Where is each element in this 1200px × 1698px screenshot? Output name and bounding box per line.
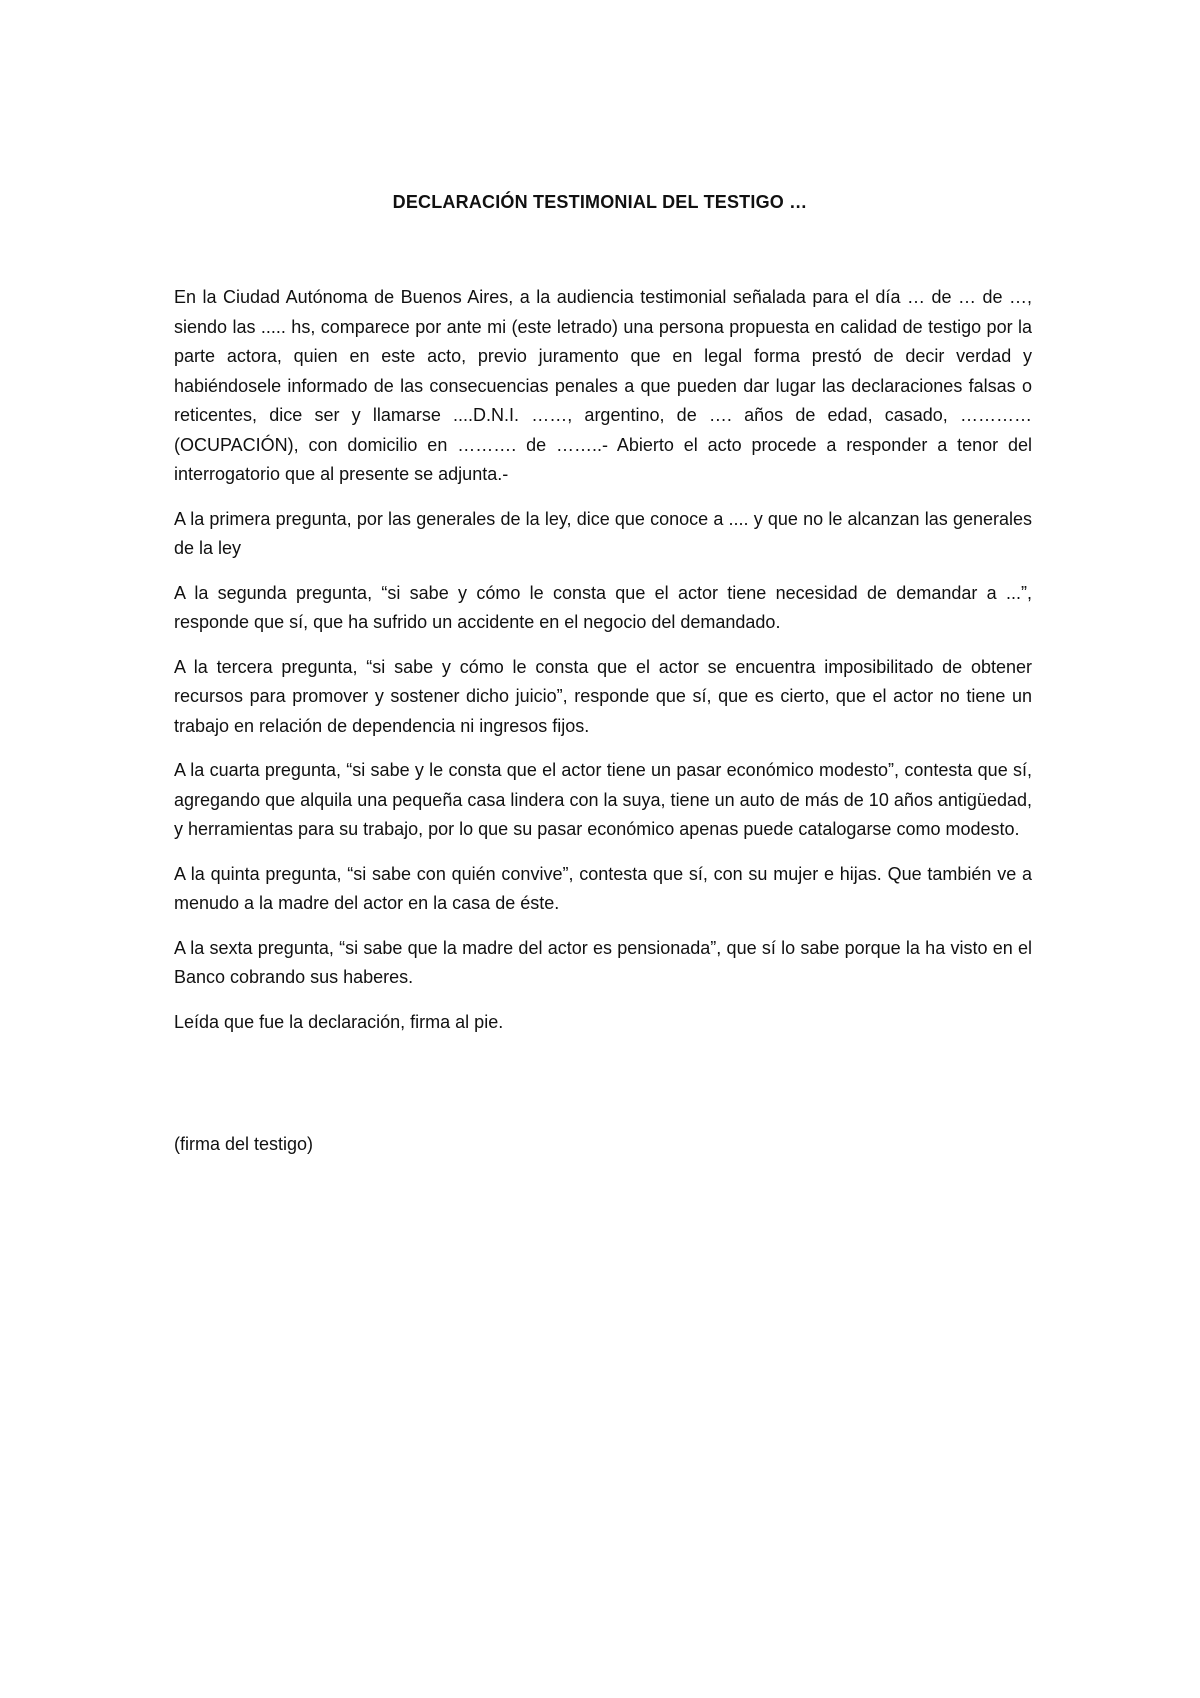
paragraph-question-5: A la quinta pregunta, “si sabe con quién convive”, contesta que sí, con su mujer e hijas. Que también ve a menudo a la madre del actor en la casa de éste. — [174, 863, 1032, 913]
paragraph-question-6: A la sexta pregunta, “si sabe que la madre del actor es pensionada”, que sí lo sabe porque la ha visto en el Banco cobrando sus haberes. — [174, 937, 1032, 987]
paragraph-closing: Leída que fue la declaración, firma al pie. — [174, 1011, 504, 1032]
signature-line: (firma del testigo) — [174, 1134, 314, 1154]
paragraph-question-2: A la segunda pregunta, “si sabe y cómo le consta que el actor tiene necesidad de demandar a ...”, responde que sí, que ha sufrido un accidente en el negocio del demandado. — [174, 582, 1032, 632]
paragraph-question-3: A la tercera pregunta, “si sabe y cómo le consta que el actor se encuentra imposibilitado de obtener recursos para promover y sostener dicho juicio”, responde que sí, que es cierto, que el actor no tiene un trabajo en relación de dependencia ni ingresos fijos. — [174, 656, 1032, 736]
paragraph-question-4: A la cuarta pregunta, “si sabe y le consta que el actor tiene un pasar económico modesto”, contesta que sí, agregando que alquila una pequeña casa lindera con la suya, tiene un auto de más de 10 años antigüedad, y herramientas para su trabajo, por lo que su pasar económico apenas puede catalogarse como modesto. — [174, 760, 1032, 839]
document-title: DECLARACIÓN TESTIMONIAL DEL TESTIGO … — [392, 192, 808, 212]
paragraph-intro: En la Ciudad Autónoma de Buenos Aires, a la audiencia testimonial señalada para el día … de … de …, siendo las ..... hs, comparece por ante mi (este letrado) una persona propuesta en calidad de testigo por la parte actora, quien en este acto, previo juramento que en legal forma prestó de decir verdad y habiéndosele informado de las consecuencias penales a que pueden dar lugar las declaraciones falsas o reticentes, dice ser y llamarse ....D.N.I. ……, argentino, de …. años de edad, casado, …………(OCUPACIÓN), con domicilio en ………. de ……..- Abierto el acto procede a responder a tenor del interrogatorio que al presente se adjunta.- — [174, 287, 1032, 484]
document-body — [174, 283, 1032, 1037]
paragraph-question-1: A la primera pregunta, por las generales de la ley, dice que conoce a .... y que no le alcanzan las generales de la ley — [174, 508, 1032, 558]
